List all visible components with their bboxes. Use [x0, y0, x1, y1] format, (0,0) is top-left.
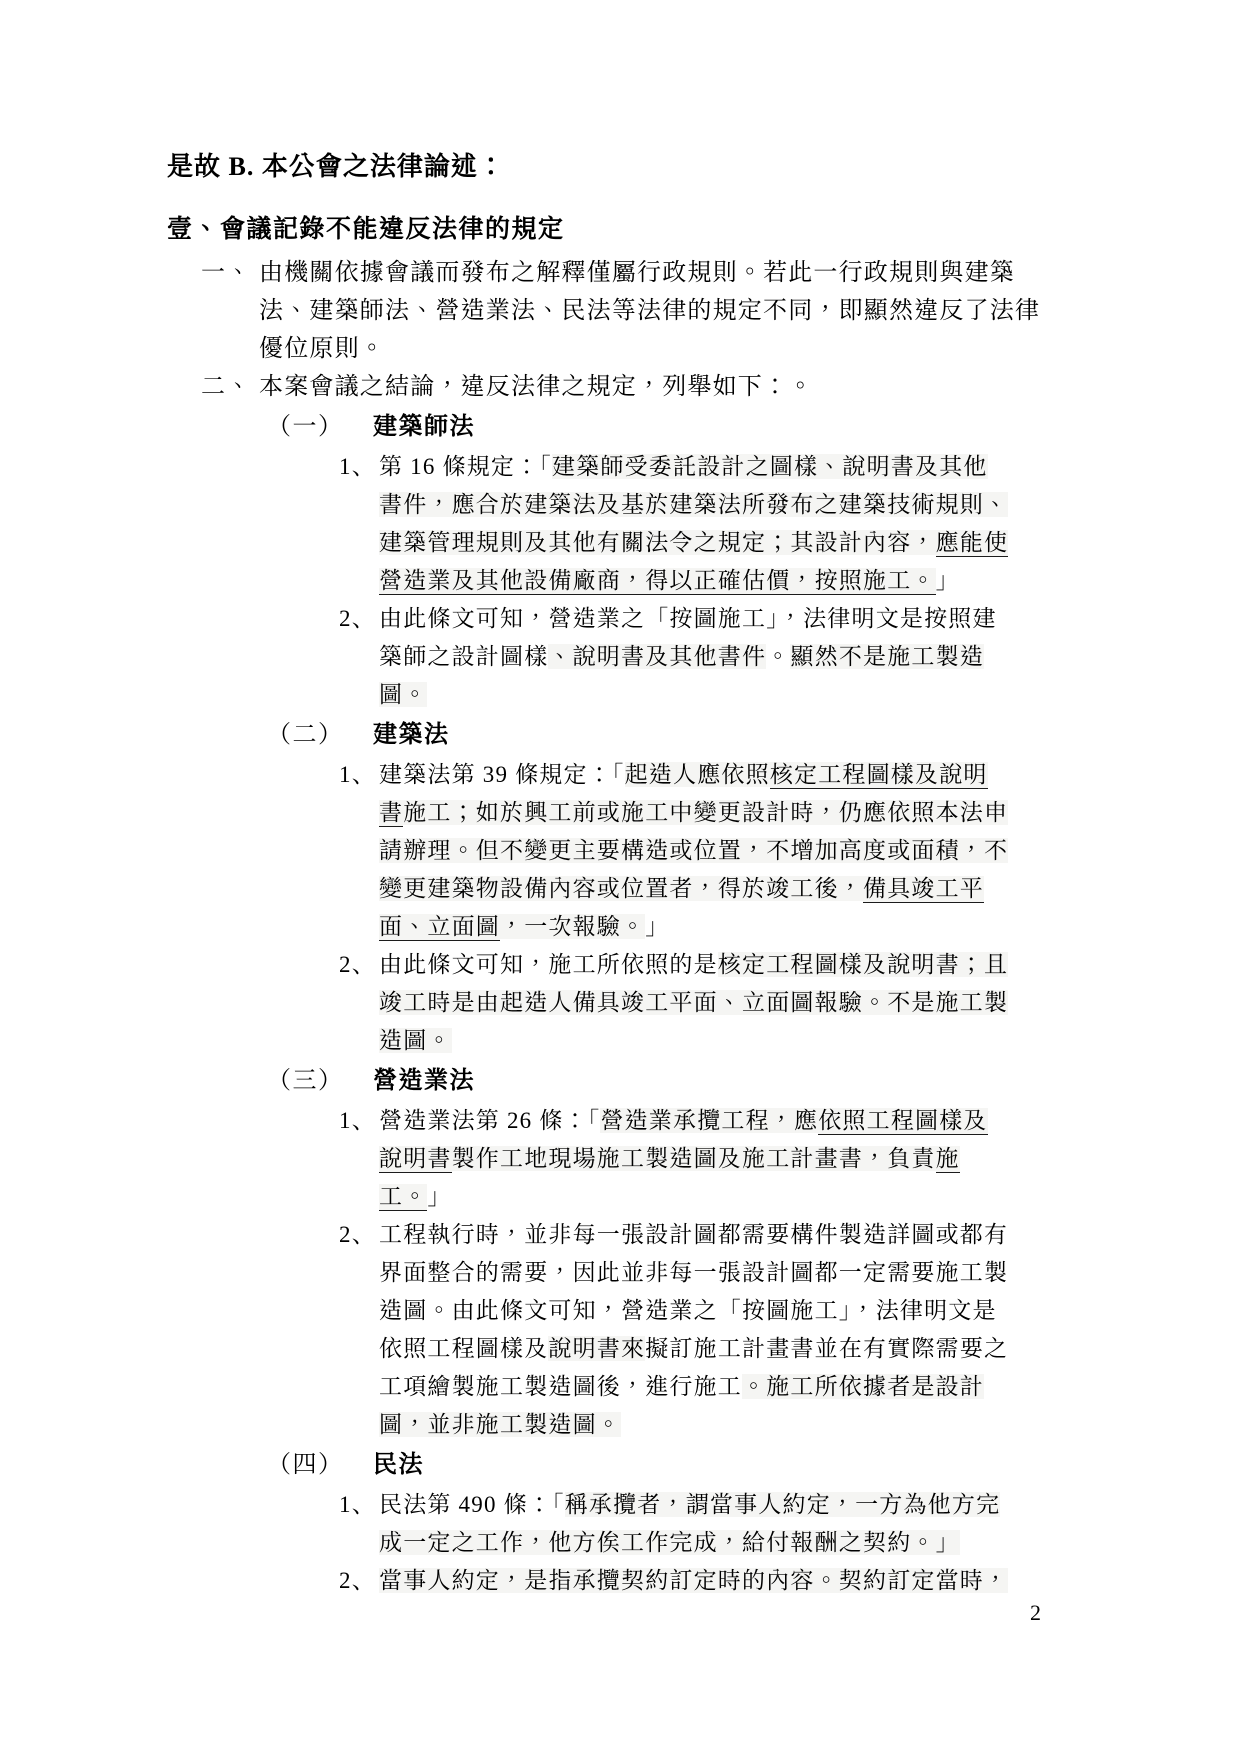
list-item-marker: 一、	[201, 260, 252, 286]
quote-item	[339, 756, 1011, 946]
list-item-text: 由機關依據會議而發布之解釋僅屬行政規則。若此一行政規則與建築法、建築師法、營造業法、民法等法律的規定不同，即顯然違反了法律優位原則。	[259, 260, 1041, 362]
numbered-list	[167, 254, 1121, 406]
text-run: 營造業法第 26 條：「	[379, 1108, 601, 1133]
quote-item-text	[379, 1486, 1011, 1562]
text-run: 應能使營造業及其他設備廠商，得以正確估價，按照施工。	[379, 530, 1009, 593]
document-title: 是故 B. 本公會之法律論述：	[167, 152, 505, 181]
text-run: 顯然不是施工製造圖。	[379, 644, 985, 707]
text-run: 備具竣工平面、立面圖	[379, 876, 984, 939]
subsection-marker: （三）	[267, 1068, 344, 1094]
subsection-title: 營造業法	[373, 1068, 475, 1094]
subsection-marker: （一）	[267, 414, 344, 440]
text-run: 建築師受委託設計之圖樣、說明書及其他書件，應合於建築法及基於建築法所發布之建築技術規則、建築管理規則及其他有關法令之規定；其設計內容，	[379, 454, 1009, 555]
list-item-marker: 二、	[201, 374, 252, 400]
text-run: 由此條文可知，施工所依照的是	[379, 952, 718, 977]
text-run: ，一次報驗。	[500, 914, 646, 939]
subsection-marker: （二）	[267, 722, 344, 748]
section-heading: 壹、會議記錄不能違反法律的規定	[167, 216, 565, 243]
text-run: 」	[935, 568, 960, 593]
text-run: 」	[427, 1184, 452, 1209]
subsection-heading	[267, 1060, 1121, 1102]
text-run: 製作工地現場施工製造圖及施工計畫書，負責	[451, 1146, 936, 1171]
quote-item-marker: 2、	[339, 1568, 376, 1593]
text-run: 。施工所依據者是設計圖，並非施工製造圖。	[379, 1374, 984, 1437]
text-run: 建築法第 39 條規定：「	[379, 762, 625, 787]
text-run: 民法第 490 條：「	[379, 1492, 565, 1517]
page-number: 2	[1030, 1600, 1041, 1625]
subsection-heading	[267, 1444, 1121, 1486]
quote-item-marker: 2、	[339, 606, 376, 631]
quote-item	[339, 1562, 1011, 1600]
quote-item-marker: 1、	[339, 1108, 376, 1133]
subsections	[167, 406, 1121, 1600]
text-run: 、說明書及其他書件	[548, 644, 767, 669]
list-item	[201, 368, 1049, 406]
subsection-title: 民法	[373, 1452, 424, 1478]
text-run: 稱承攬者，謂當事人約定，一方為他方完成一定之工作，他方俟工作完成，給付報酬之契約。」	[379, 1492, 1001, 1555]
text-run: 核定工程圖樣及說明書	[379, 762, 988, 825]
text-run: 擬訂施工計畫書並在有實際需要之工項繪製施工製造圖後，進行施工	[379, 1336, 1009, 1399]
text-run: 第 16 條規定：「	[379, 454, 552, 479]
quote-item-text	[379, 1216, 1011, 1444]
quote-item	[339, 1216, 1011, 1444]
subsection-title: 建築師法	[373, 414, 475, 440]
quote-item-marker: 1、	[339, 454, 376, 479]
quote-item-marker: 1、	[339, 1492, 376, 1517]
text-run: 當事人約定，是指承攬契約訂定時的內容。契約訂定當時，	[379, 1568, 1009, 1593]
text-run: 」	[645, 914, 670, 939]
text-run: 營造業承攬工程，應	[600, 1108, 819, 1133]
text-run: 核定工程圖樣及說明書；且竣工時是由起造人備具竣工平面、立面圖報驗。不是施工製造圖。	[379, 952, 1009, 1053]
list-item-text: 本案會議之結論，違反法律之規定，列舉如下：。	[259, 374, 814, 400]
list-item	[201, 254, 1049, 368]
text-run: 工程執行時，並非每一張設計圖都需要構件製造詳圖或都有界面整合的需要，因此並非每一張設計圖都一定需要施工製造圖。由此條文可知，營造業之「按圖施工」，法律明文是依照工程圖樣及	[379, 1222, 1009, 1361]
quote-item-marker: 2、	[339, 952, 376, 977]
quote-item	[339, 600, 1011, 714]
subsection-heading	[267, 714, 1121, 756]
text-run: 施工；如於興工前或施工中變更設計時，仍應依照本法申請辦理。但不變更主要構造或位置，不增加高度或面積，不變更建築物設備內容或位置者，得於竣工後，	[379, 800, 1009, 901]
quote-item-marker: 1、	[339, 762, 376, 787]
text-run: 依照工程圖樣及說明書	[379, 1108, 988, 1171]
quote-item	[339, 448, 1011, 600]
text-run: 。	[766, 644, 791, 669]
subsection-marker: （四）	[267, 1452, 344, 1478]
subsection-heading	[267, 406, 1121, 448]
text-run: 由此條文可知，營造業之「按圖施工」，法律明文是按照建築師之設計圖樣	[379, 606, 997, 669]
text-run: 說明書來	[548, 1336, 646, 1361]
quote-item	[339, 946, 1011, 1060]
text-run: 起造人應依照	[624, 762, 770, 787]
quote-item-text	[379, 600, 1011, 714]
subsection-title: 建築法	[373, 722, 450, 748]
quote-item-text	[379, 448, 1011, 600]
quote-item-marker: 2、	[339, 1222, 376, 1247]
quote-item-text	[379, 756, 1011, 946]
quote-item-text	[379, 946, 1011, 1060]
text-run: 施工。	[379, 1146, 960, 1209]
quote-item-text	[379, 1102, 1011, 1216]
quote-item	[339, 1102, 1011, 1216]
quote-item-text	[379, 1562, 1011, 1600]
quote-item	[339, 1486, 1011, 1562]
